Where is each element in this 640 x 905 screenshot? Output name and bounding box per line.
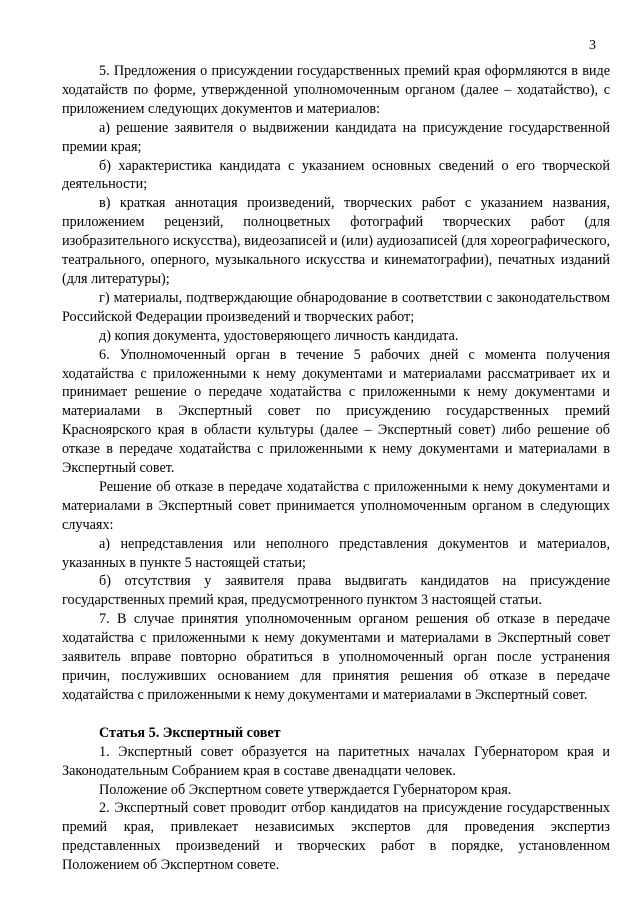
article-paragraph-1: 1. Экспертный совет образуется на паритетных началах Губернатором края и Законодательным Собранием края в составе двенадцати человек. bbox=[62, 743, 610, 779]
paragraph-refusal-a: а) непредставления или неполного представления документов и материалов, указанных в пункте 5 настоящей статьи; bbox=[62, 535, 610, 571]
document-body bbox=[62, 62, 610, 875]
paragraph-item-7: 7. В случае принятия уполномоченным органом решения об отказе в передаче ходатайства с приложенными к нему документами и материалами в Экспертный совет заявитель вправе повторно обратиться в уполномоченный орган после устранения причин, послуживших основанием для принятия решения об отказе в передаче ходатайства с приложенными к нему документами и материалами в Экспертный совет. bbox=[62, 611, 610, 703]
article-paragraph-2: 2. Экспертный совет проводит отбор кандидатов на присуждение государственных премий края, привлекает независимых экспертов для проведения экспертиз представленных произведений и творческих работ в порядке, установленном Положением об Экспертном совете. bbox=[62, 800, 610, 874]
paragraph-subitem-b: б) характеристика кандидата с указанием основных сведений о его творческой деятельности; bbox=[62, 157, 610, 193]
paragraph-subitem-g: г) материалы, подтверждающие обнародование в соответствии с законодательством Российской Федерации произведений и творческих работ; bbox=[62, 289, 610, 325]
article-paragraph-regulation: Положение об Экспертном совете утверждается Губернатором края. bbox=[99, 781, 512, 798]
paragraph-item-6: 6. Уполномоченный орган в течение 5 рабочих дней с момента получения ходатайства с приложенными к нему документами и материалами рассматривает их и принимает решение о передаче ходатайства с приложенными к нему документами и материалами в Экспертный совет по присуждению государственных премий Красноярского края в области культуры (далее – Экспертный совет) либо решение об отказе в передаче ходатайства с приложенными к нему документами и материалами в Экспертный совет. bbox=[62, 346, 610, 477]
paragraph-item-5: 5. Предложения о присуждении государственных премий края оформляются в виде ходатайств по форме, утвержденной уполномоченным органом (далее – ходатайство), с приложением следующих документов и материалов: bbox=[62, 63, 610, 117]
paragraph-refusal-b: б) отсутствия у заявителя права выдвигать кандидатов на присуждение государственных премий края, предусмотренного пунктом 3 настоящей статьи. bbox=[62, 573, 610, 609]
paragraph-refusal: Решение об отказе в передаче ходатайства с приложенными к нему документами и материалами в Экспертный совет принимается уполномоченным органом в следующих случаях: bbox=[62, 478, 610, 533]
article-heading: Статья 5. Экспертный совет bbox=[99, 724, 281, 741]
paragraph-subitem-d: д) копия документа, удостоверяющего личность кандидата. bbox=[99, 327, 459, 344]
page-number: 3 bbox=[589, 38, 596, 53]
paragraph-subitem-a: а) решение заявителя о выдвижении кандидата на присуждение государственной премии края; bbox=[62, 119, 610, 155]
paragraph-subitem-v: в) краткая аннотация произведений, творческих работ с указанием названия, приложением рецензий, полноцветных фотографий творческих работ (для изобразительного искусства), видеозаписей и (или) аудиозаписей (для хореографического, театрального, оперного, музыкального искусства и кинематографии), печатных изданий (для литературы); bbox=[62, 195, 610, 287]
